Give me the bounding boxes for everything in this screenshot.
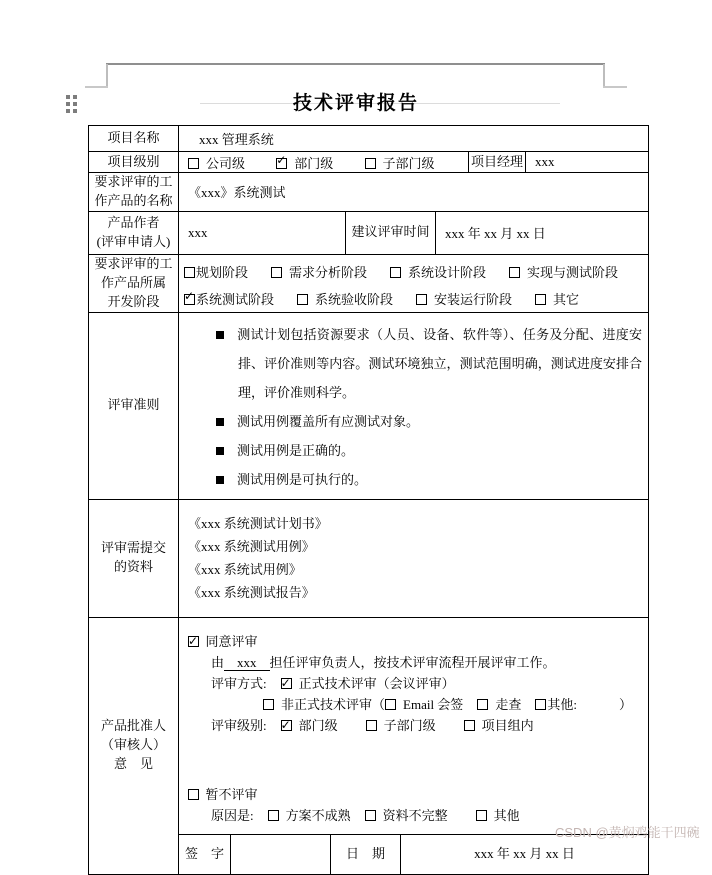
watermark: CSDN @黄焖鸡能干四碗 [555, 825, 700, 840]
checkbox-reason-incomplete[interactable] [365, 810, 376, 821]
bullet-icon [216, 331, 224, 339]
row-criteria [89, 312, 649, 499]
review-leader-name: xxx [224, 655, 270, 671]
bullet-icon [216, 476, 224, 484]
checkbox-reason-other[interactable] [476, 810, 487, 821]
dev-phase-line-1 [184, 258, 648, 285]
checkbox-level-department[interactable] [281, 720, 292, 731]
author-label: 产品作者 (评审申请人) [89, 211, 179, 254]
review-leader-line: 由 xxx 担任评审负责人，按技术评审流程开展评审工作。 [211, 654, 556, 670]
review-time-label: 建议评审时间 [346, 211, 436, 254]
review-time-value: xxx 年 xx 月 xx 日 [436, 211, 649, 254]
project-name-label: 项目名称 [89, 126, 179, 152]
project-manager-label: 项目经理 [469, 152, 526, 173]
checkbox-email-sign[interactable] [385, 699, 396, 710]
option-planning-phase: 规划阶段 [184, 262, 248, 281]
row-work-product [89, 173, 649, 212]
signature-label: 签 字 [179, 834, 231, 874]
project-level-options [179, 152, 469, 173]
option-sub-department-level: 子部门级 [365, 156, 435, 171]
option-company-level: 公司级 [188, 156, 245, 171]
option-informal-review: 非正式技术评审（ [263, 697, 385, 712]
material-item: 《xxx 系统测试用例》 [188, 539, 315, 555]
option-reason-incomplete: 资料不完整 [365, 808, 448, 823]
checkbox-sub-department-level[interactable] [365, 158, 376, 169]
checkbox-other-method[interactable] [535, 699, 546, 710]
option-other-phase: 其它 [535, 289, 579, 308]
project-manager-value: xxx [526, 152, 649, 173]
material-item: 《xxx 系统测试计划书》 [188, 516, 328, 532]
bullet-icon [216, 447, 224, 455]
option-walkthrough: 走查 [477, 697, 521, 712]
project-level-label: 项目级别 [89, 152, 179, 173]
option-acceptance-phase: 系统验收阶段 [297, 289, 393, 308]
row-author [89, 211, 649, 254]
row-project-name [89, 126, 649, 152]
work-product-label: 要求评审的工 作产品的名称 [89, 173, 179, 212]
option-other-method: 其他: [535, 697, 577, 712]
criteria-item: 测试用例覆盖所有应测试对象。 [216, 407, 642, 436]
option-level-project-group: 项目组内 [464, 718, 534, 733]
checkbox-impl-test-phase[interactable] [509, 267, 520, 278]
row-dev-phase [89, 254, 649, 312]
row-project-level [89, 152, 649, 173]
checkbox-system-test-phase[interactable] [184, 294, 195, 305]
review-form-table [88, 125, 649, 875]
defer-reason-line: 原因是: 方案不成熟 资料不完整 其他 [211, 807, 520, 823]
criteria-item: 测试计划包括资源要求（人员、设备、软件等）、任务及分配、进度安排、评价准则等内容。测试环境独立，测试范围明确，测试进度安排合理，评价准则科学。 [216, 320, 642, 407]
option-formal-review: ✓ 正式技术评审（会议评审） [281, 676, 455, 691]
checkbox-other-phase[interactable] [535, 294, 546, 305]
author-value: xxx [179, 211, 346, 254]
materials-list [179, 499, 649, 617]
checkbox-level-project-group[interactable] [464, 720, 475, 731]
date-value: xxx 年 xx 月 xx 日 [401, 834, 649, 874]
checkbox-acceptance-phase[interactable] [297, 294, 308, 305]
option-level-sub-department: 子部门级 [366, 718, 436, 733]
criteria-label: 评审准则 [89, 312, 179, 499]
approval-label: 产品批准人 （审核人） 意 见 [89, 617, 179, 874]
dev-phase-label: 要求评审的工 作产品所属 开发阶段 [89, 254, 179, 312]
checkbox-design-phase[interactable] [390, 267, 401, 278]
criteria-list [179, 312, 649, 499]
work-product-value: 《xxx》系统测试 [179, 173, 649, 212]
checkbox-reason-immature[interactable] [268, 810, 279, 821]
option-department-level: ✓ 部门级 [276, 156, 333, 171]
project-name-value: xxx 管理系统 [179, 126, 649, 152]
checkbox-install-run-phase[interactable] [416, 294, 427, 305]
checkbox-department-level[interactable] [276, 158, 287, 169]
option-impl-test-phase: 实现与测试阶段 [509, 262, 618, 281]
checkbox-informal-review[interactable] [263, 699, 274, 710]
page-title: 技术评审报告 [292, 93, 419, 114]
criteria-item: 测试用例是正确的。 [216, 436, 642, 465]
page-margin-marker-left [106, 64, 108, 87]
checkbox-level-sub-department[interactable] [366, 720, 377, 731]
informal-review-line: 非正式技术评审（ Email 会签 走查 其他: ） [179, 694, 648, 715]
criteria-item: 测试用例是可执行的。 [216, 465, 642, 494]
option-email-sign: Email 会签 [385, 697, 463, 712]
dev-phase-options [179, 254, 649, 312]
review-level-line: 评审级别: ✓ 部门级 子部门级 项目组内 [179, 715, 648, 736]
option-design-phase: 系统设计阶段 [390, 262, 486, 281]
page-margin-marker-right [603, 64, 605, 87]
date-label: 日 期 [331, 834, 401, 874]
materials-label: 评审需提交 的资料 [89, 499, 179, 617]
agree-review-option: ✓ 同意评审 [179, 631, 648, 652]
approval-content [179, 617, 649, 834]
material-item: 《xxx 系统试用例》 [188, 562, 302, 578]
option-level-department: ✓ 部门级 [281, 718, 338, 733]
checkbox-agree-review[interactable] [188, 636, 199, 647]
row-approval [89, 617, 649, 834]
option-reason-immature: 方案不成熟 [268, 808, 351, 823]
checkbox-walkthrough[interactable] [477, 699, 488, 710]
option-install-run-phase: 安装运行阶段 [416, 289, 512, 308]
dev-phase-line-2 [184, 285, 648, 312]
checkbox-defer-review[interactable] [188, 789, 199, 800]
review-method-line: 评审方式: ✓ 正式技术评审（会议评审） [179, 673, 648, 694]
option-reason-other: 其他 [476, 808, 520, 823]
signature-field[interactable] [231, 834, 331, 874]
page-margin-marker [106, 63, 605, 65]
checkbox-planning-phase[interactable] [184, 267, 195, 278]
checkbox-company-level[interactable] [188, 158, 199, 169]
checkbox-requirement-phase[interactable] [271, 267, 282, 278]
bullet-icon [216, 418, 224, 426]
checkbox-formal-review[interactable] [281, 678, 292, 689]
option-requirement-phase: 需求分析阶段 [271, 262, 367, 281]
material-item: 《xxx 系统测试报告》 [188, 585, 315, 601]
defer-review-option: 暂不评审 [179, 784, 648, 805]
row-materials [89, 499, 649, 617]
option-system-test-phase: ✓系统测试阶段 [184, 289, 274, 308]
